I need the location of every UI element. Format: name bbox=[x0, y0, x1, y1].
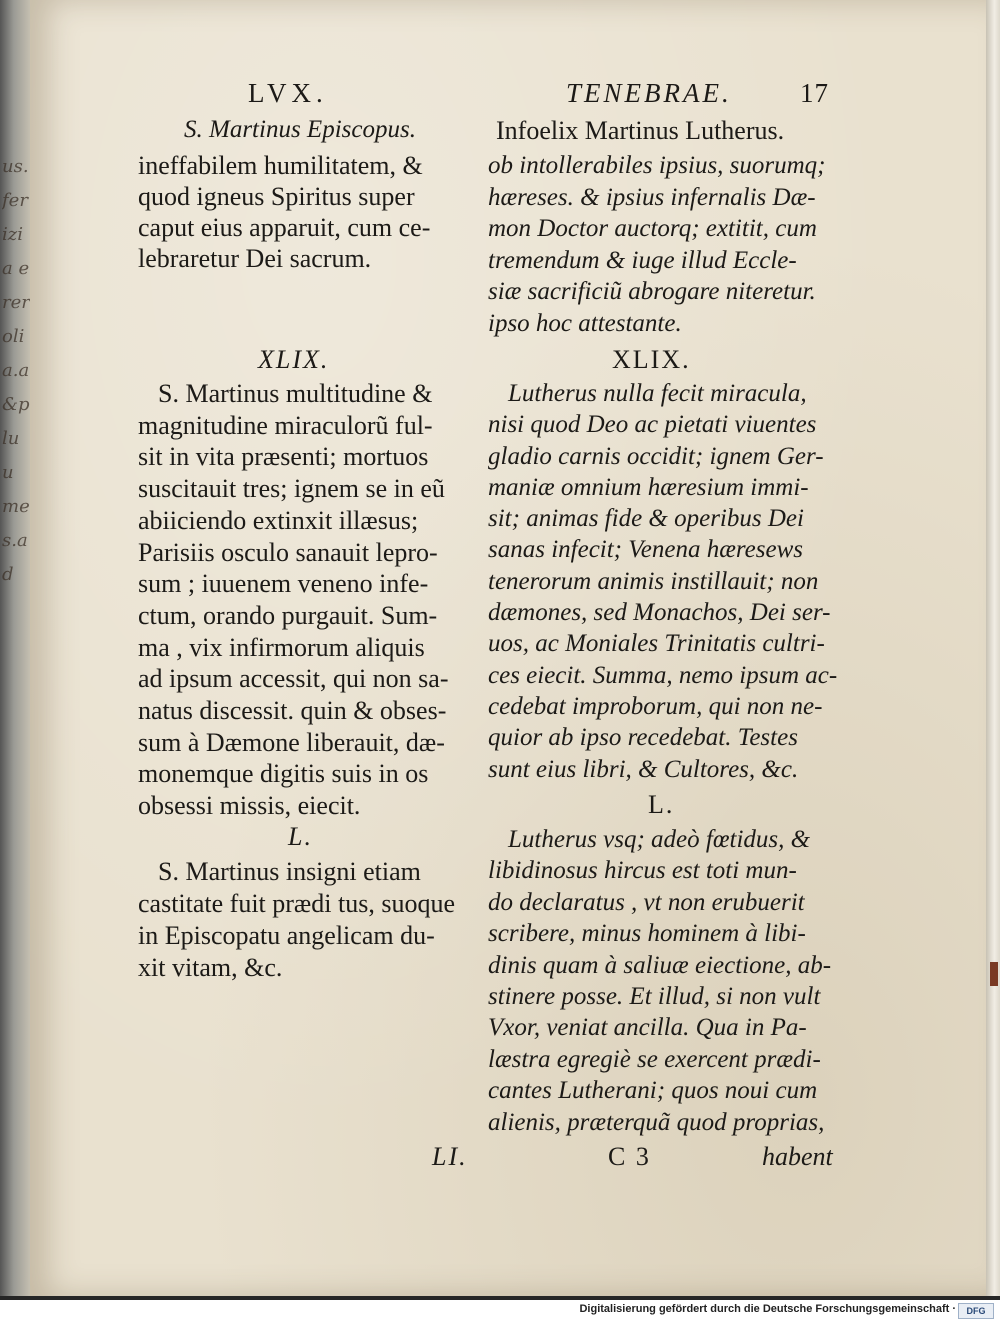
left-section-49 bbox=[138, 378, 470, 822]
text-line: tenerorum animis instillauit; non bbox=[488, 567, 819, 595]
text-line: gladio carnis occidit; ignem Ger- bbox=[488, 442, 824, 470]
text-line: alienis, præterquã quod proprias, bbox=[488, 1108, 825, 1136]
left-section-number-50: L. bbox=[288, 822, 313, 851]
right-section-49 bbox=[488, 378, 838, 785]
right-intro bbox=[488, 150, 828, 339]
text-line: Lutherus vsq; adeò fœtidus, & bbox=[508, 826, 811, 853]
text-line: xit vitam, &c. bbox=[138, 953, 283, 982]
page-number: 17 bbox=[800, 78, 829, 108]
text-line: lebraretur Dei sacrum. bbox=[138, 244, 372, 273]
left-intro bbox=[138, 150, 470, 274]
right-catchword: habent bbox=[762, 1142, 833, 1171]
text-line: in Episcopatu angelicam du- bbox=[138, 921, 435, 950]
dfg-logo: DFG bbox=[958, 1303, 994, 1319]
text-line: Lutherus nulla fecit miracula, bbox=[508, 380, 807, 407]
text-line: tremendum & iuge illud Eccle- bbox=[488, 246, 797, 274]
text-line: hæreses. & ipsius infernalis Dæ- bbox=[488, 183, 816, 211]
text-line: abiiciendo extinxit illæsus; bbox=[138, 505, 419, 535]
text-line: stinere posse. Et illud, si non vult bbox=[488, 983, 821, 1011]
left-column-heading: S. Martinus Episcopus. bbox=[184, 116, 416, 143]
text-line: ipso hoc attestante. bbox=[488, 309, 682, 337]
text-line: ctum, orando purgauit. Sum- bbox=[138, 600, 438, 630]
text-line: do declaratus , vt non erubuerit bbox=[488, 888, 805, 916]
right-section-number-50: L. bbox=[648, 790, 675, 819]
text-line: maniæ omnium hæresium immi- bbox=[488, 473, 809, 501]
text-line: natus discessit. quin & obses- bbox=[138, 696, 447, 726]
text-line: uos, ac Moniales Trinitatis cultri- bbox=[488, 630, 825, 658]
right-column-heading: Infoelix Martinus Lutherus. bbox=[496, 116, 785, 145]
text-line: ineffabilem humilitatem, & bbox=[138, 151, 423, 180]
text-line: castitate fuit prædi tus, suoque bbox=[138, 889, 456, 918]
funding-credit: Digitalisierung gefördert durch die Deutsche Forschungsgemeinschaft · bbox=[579, 1303, 956, 1315]
text-line: suscitauit tres; ignem se in eũ bbox=[138, 474, 445, 504]
text-line: sum ; iuuenem veneno infe- bbox=[138, 569, 429, 599]
text-line: nisi quod Deo ac pietati viuentes bbox=[488, 411, 817, 439]
text-line: monemque digitis suis in os bbox=[138, 759, 429, 789]
text-line: sum à Dæmone liberauit, dæ- bbox=[138, 727, 445, 757]
text-line: ces eiecit. Summa, nemo ipsum ac- bbox=[488, 661, 838, 689]
text-line: sanas infecit; Venena hæresews bbox=[488, 536, 804, 564]
text-line: dinis quam à saliuæ eiectione, ab- bbox=[488, 951, 832, 979]
text-line: scribere, minus hominem à libi- bbox=[488, 920, 806, 948]
facing-page-bleed: us.ferizia ererolia.a &plu umes.ad bbox=[2, 156, 30, 585]
text-line: caput eius apparuit, cum ce- bbox=[138, 213, 431, 242]
text-line: quod igneus Spiritus super bbox=[138, 182, 415, 211]
text-line: magnitudine miraculorũ ful- bbox=[138, 410, 433, 440]
text-line: cedebat improborum, qui non ne- bbox=[488, 692, 823, 720]
text-line: sit in vita præsenti; mortuos bbox=[138, 442, 429, 472]
text-line: sit; animas fide & operibus Dei bbox=[488, 505, 804, 533]
digitization-footer bbox=[0, 1300, 1000, 1321]
page-edge bbox=[986, 0, 1000, 1296]
signature-mark: C 3 bbox=[608, 1142, 651, 1171]
text-line: obsessi missis, eiecit. bbox=[138, 791, 361, 821]
left-section-number-49: XLIX. bbox=[258, 345, 330, 374]
text-line: S. Martinus multitudine & bbox=[158, 379, 433, 408]
text-line: cantes Lutherani; quos noui cum bbox=[488, 1077, 818, 1105]
text-line: siæ sacrificiũ abrogare niteretur. bbox=[488, 278, 816, 305]
text-line: sunt eius libri, & Cultores, &c. bbox=[488, 755, 799, 783]
right-section-number-49: XLIX. bbox=[612, 345, 691, 374]
text-line: quior ab ipso recedebat. Testes bbox=[488, 724, 798, 752]
text-line: mon Doctor auctorq; extitit, cum bbox=[488, 215, 817, 242]
left-section-50 bbox=[138, 856, 470, 984]
text-line: ob intollerabiles ipsius, suorumq; bbox=[488, 152, 826, 179]
running-head-left: LVX. bbox=[248, 78, 328, 108]
right-section-50 bbox=[488, 824, 832, 1138]
text-line: libidinosus hircus est toti mun- bbox=[488, 857, 797, 885]
text-line: S. Martinus insigni etiam bbox=[158, 857, 421, 886]
text-line: Parisiis osculo sanauit lepro- bbox=[138, 537, 438, 567]
bookmark-tab bbox=[990, 962, 998, 986]
text-line: ma , vix infirmorum aliquis bbox=[138, 632, 425, 662]
text-line: dæmones, sed Monachos, Dei ser- bbox=[488, 599, 831, 627]
text-line: ad ipsum accessit, qui non sa- bbox=[138, 664, 449, 694]
text-line: Vxor, veniat ancilla. Qua in Pa- bbox=[488, 1014, 807, 1042]
left-catchword: LI. bbox=[432, 1142, 468, 1171]
text-line: læstra egregiè se exercent prædi- bbox=[488, 1045, 821, 1073]
running-head-right: TENEBRAE. bbox=[566, 78, 732, 108]
